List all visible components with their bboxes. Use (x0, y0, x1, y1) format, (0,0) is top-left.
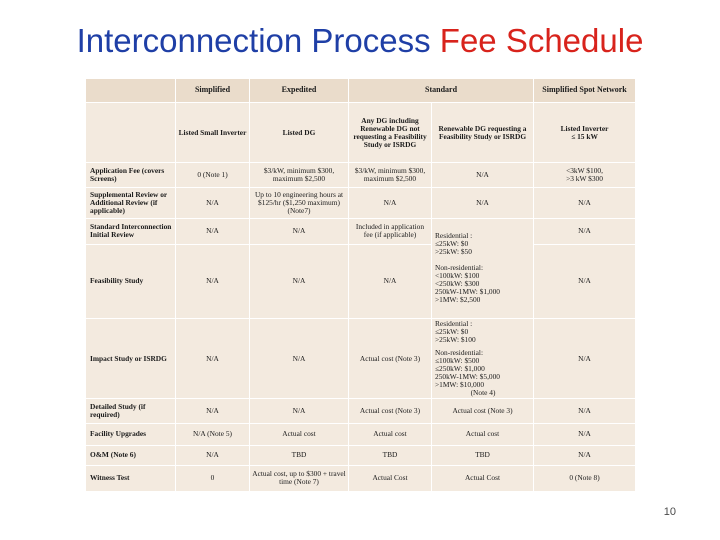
feasibility-nonres-3: 250kW-1MW: $1,000 (435, 287, 501, 297)
slide-title (0, 22, 720, 60)
subheader-any-dg: Any DG including Renewable DG not requesting a Feasibility Study or ISRDG (349, 103, 432, 163)
feasibility-nonres-head: Non-residential: (435, 263, 484, 273)
row-label-facility-upgrades: Facility Upgrades (86, 423, 176, 445)
cell-facility-renewable-dg: Actual cost (432, 423, 534, 445)
cell-om-any-dg: TBD (349, 445, 432, 465)
page-number: 10 (663, 506, 676, 518)
table-row (86, 218, 636, 244)
table-row (86, 445, 636, 465)
impact-nonres-2: ≤250kW: $1,000 (435, 364, 485, 374)
header-blank (86, 79, 176, 103)
row-label-initial-review: Standard Interconnection Initial Review (86, 218, 176, 244)
cell-initial-review-spot: N/A (534, 218, 636, 244)
cell-witness-spot: 0 (Note 8) (534, 465, 636, 491)
feasibility-res-2: >25kW: $50 (435, 247, 472, 257)
feasibility-res-1: ≤25kW: $0 (435, 239, 469, 249)
feasibility-res-head: Residential : (435, 231, 473, 241)
feasibility-nonres-4: >1MW: $2,500 (435, 295, 481, 305)
table-row (86, 163, 636, 188)
cell-supplemental-simplified: N/A (176, 188, 250, 218)
subheader-blank (86, 103, 176, 163)
slide-title-accent: Fee Schedule (439, 22, 644, 59)
cell-detailed-expedited: N/A (250, 399, 349, 423)
row-label-feasibility-study: Feasibility Study (86, 244, 176, 318)
cell-impact-renewable-dg (432, 319, 534, 399)
table-row (86, 244, 636, 318)
table-row (86, 188, 636, 218)
subheader-listed-inverter (534, 103, 636, 163)
cell-impact-expedited: N/A (250, 319, 349, 399)
cell-app-fee-simplified: 0 (Note 1) (176, 163, 250, 188)
table-row (86, 423, 636, 445)
cell-facility-any-dg: Actual cost (349, 423, 432, 445)
cell-supplemental-expedited: Up to 10 engineering hours at $125/hr ($1,250 maximum) (Note7) (250, 188, 349, 218)
table-row (86, 319, 636, 399)
cell-impact-simplified: N/A (176, 319, 250, 399)
cell-witness-any-dg: Actual Cost (349, 465, 432, 491)
cell-feasibility-renewable-dg (432, 218, 534, 319)
cell-supplemental-any-dg: N/A (349, 188, 432, 218)
cell-detailed-spot: N/A (534, 399, 636, 423)
cell-feasibility-expedited: N/A (250, 244, 349, 318)
cell-app-fee-any-dg: $3/kW, minimum $300, maximum $2,500 (349, 163, 432, 188)
impact-nonres-1: ≤100kW: $500 (435, 356, 480, 366)
row-label-supplemental-review: Supplemental Review or Additional Review (if applicable) (86, 188, 176, 218)
subheader-listed-dg: Listed DG (250, 103, 349, 163)
cell-facility-spot: N/A (534, 423, 636, 445)
spot-fee-line-1: <3kW $100, (566, 166, 603, 176)
table-row (86, 399, 636, 423)
impact-nonres-4: >1MW: $10,000 (435, 380, 485, 390)
subheader-renewable-dg: Renewable DG requesting a Feasibility Study or ISRDG (432, 103, 534, 163)
cell-facility-simplified: N/A (Note 5) (176, 423, 250, 445)
cell-initial-review-simplified: N/A (176, 218, 250, 244)
cell-witness-expedited: Actual cost, up to $300 + travel time (Note 7) (250, 465, 349, 491)
cell-app-fee-renewable-dg: N/A (432, 163, 534, 188)
listed-inverter-kw: ≤ 15 kW (571, 131, 598, 141)
fee-schedule-table (85, 78, 635, 492)
cell-facility-expedited: Actual cost (250, 423, 349, 445)
row-label-witness-test: Witness Test (86, 465, 176, 491)
header-simplified: Simplified (176, 79, 250, 103)
row-label-application-fee: Application Fee (covers Screens) (86, 163, 176, 188)
cell-detailed-simplified: N/A (176, 399, 250, 423)
feasibility-nonres-2: <250kW: $300 (435, 279, 480, 289)
impact-res-2: >25kW: $100 (435, 335, 476, 345)
slide-title-main: Interconnection Process (76, 22, 431, 59)
impact-nonres-head: Non-residential: (435, 348, 484, 358)
listed-inverter-label: Listed Inverter (560, 123, 609, 133)
table-row (86, 465, 636, 491)
cell-impact-any-dg: Actual cost (Note 3) (349, 319, 432, 399)
cell-om-renewable-dg: TBD (432, 445, 534, 465)
cell-app-fee-expedited: $3/kW, minimum $300, maximum $2,500 (250, 163, 349, 188)
impact-note: (Note 4) (470, 388, 496, 398)
cell-initial-review-any-dg: Included in application fee (if applicable) (349, 218, 432, 244)
cell-supplemental-spot: N/A (534, 188, 636, 218)
cell-feasibility-spot: N/A (534, 244, 636, 318)
cell-om-spot: N/A (534, 445, 636, 465)
header-expedited: Expedited (250, 79, 349, 103)
impact-nonres-3: 250kW-1MW: $5,000 (435, 372, 501, 382)
cell-supplemental-renewable-dg: N/A (432, 188, 534, 218)
cell-detailed-renewable-dg: Actual cost (Note 3) (432, 399, 534, 423)
cell-feasibility-simplified: N/A (176, 244, 250, 318)
feasibility-nonres-1: <100kW: $100 (435, 271, 480, 281)
cell-feasibility-any-dg: N/A (349, 244, 432, 318)
header-standard: Standard (349, 79, 534, 103)
subheader-row (86, 103, 636, 163)
impact-res-1: ≤25kW: $0 (435, 327, 469, 337)
subheader-listed-small-inverter: Listed Small Inverter (176, 103, 250, 163)
row-label-impact-study: Impact Study or ISRDG (86, 319, 176, 399)
spot-fee-line-2: >3 kW $300 (566, 174, 603, 184)
cell-impact-spot: N/A (534, 319, 636, 399)
impact-res-head: Residential : (435, 319, 473, 329)
cell-app-fee-spot (534, 163, 636, 188)
cell-om-expedited: TBD (250, 445, 349, 465)
header-row (86, 79, 636, 103)
row-label-detailed-study: Detailed Study (if required) (86, 399, 176, 423)
cell-om-simplified: N/A (176, 445, 250, 465)
cell-detailed-any-dg: Actual cost (Note 3) (349, 399, 432, 423)
header-spot-network: Simplified Spot Network (534, 79, 636, 103)
cell-initial-review-expedited: N/A (250, 218, 349, 244)
cell-witness-renewable-dg: Actual Cost (432, 465, 534, 491)
row-label-om: O&M (Note 6) (86, 445, 176, 465)
cell-witness-simplified: 0 (176, 465, 250, 491)
